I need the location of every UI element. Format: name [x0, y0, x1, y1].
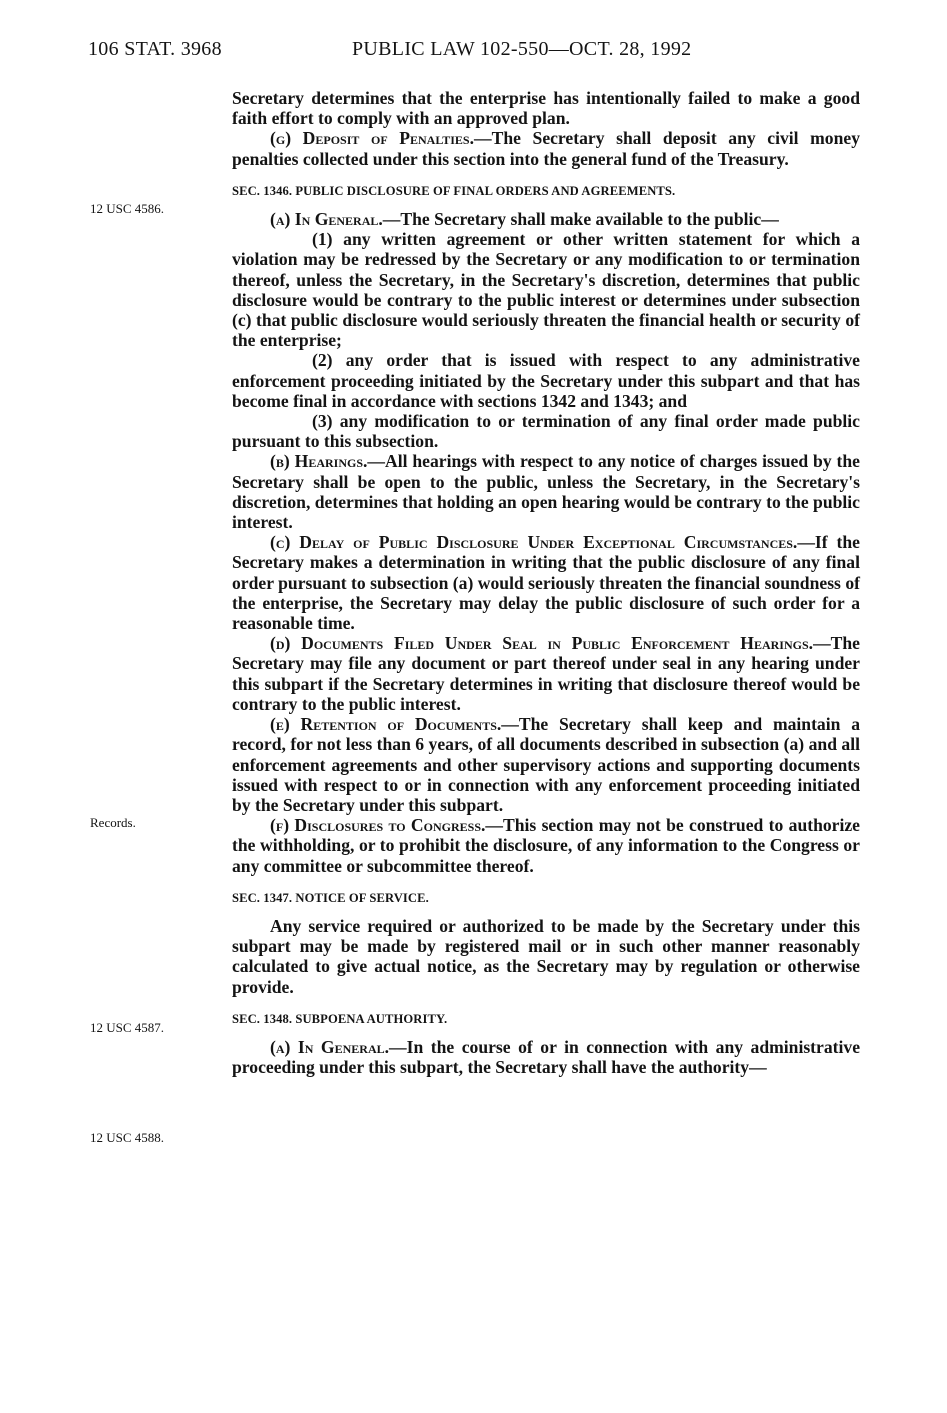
subsection-c	[232, 532, 860, 633]
subsection-b	[232, 451, 860, 532]
subsection-e-heading: (e) Retention of Documents.	[270, 714, 502, 735]
public-law-title: PUBLIC LAW 102-550—OCT. 28, 1992	[352, 38, 692, 60]
subsection-b-text: —All hearings with respect to any notice of charges issued by the Secretary shall be open to the public, unless the Secretary, in the Secretary's discretion, determines that holding an open hearing would be contrary to the public interest.	[232, 451, 860, 533]
subsection-d-text: —The Secretary may file any document or part thereof under seal in any hearing under this subpart if the Secretary determines in writing that disclosure thereof would be contrary to the public interest.	[232, 633, 860, 714]
margin-note-usc-4586: 12 USC 4586.	[90, 201, 165, 216]
subsection-f-text: —This section may not be construed to authorize the withholding, or to prohibit the disclosure, of any information to the Congress or any committee or subcommittee thereof.	[232, 815, 860, 876]
margin-note-usc-4588: 12 USC 4588.	[90, 1130, 165, 1145]
section-1348-a-heading: (a) In General.	[270, 1036, 390, 1057]
section-1348-a-text: —In the course of or in connection with any administrative proceeding under this subpart, the Secretary shall have the authority—	[232, 1036, 861, 1078]
paragraph-a2: (2) any order that is issued with respect to any administrative enforcement proceeding initiated by the Secretary under this subpart and that has become final in accordance with sections 1342 and 1343; and	[232, 350, 860, 411]
section-1348-title: SEC. 1348. SUBPOENA AUTHORITY.	[232, 1011, 448, 1026]
subsection-f-heading: (f) Disclosures to Congress.	[270, 815, 486, 836]
margin-note-records: Records.	[90, 815, 136, 830]
subsection-e	[232, 714, 860, 815]
subsection-b-heading: (b) Hearings.	[270, 451, 368, 472]
subsection-g	[232, 128, 860, 168]
margin-note-usc-4587: 12 USC 4587.	[90, 1020, 165, 1035]
section-1346-title: SEC. 1346. PUBLIC DISCLOSURE OF FINAL ORDERS AND AGREEMENTS.	[232, 183, 676, 198]
subsection-f	[232, 815, 860, 876]
section-1347-title: SEC. 1347. NOTICE OF SERVICE.	[232, 890, 429, 905]
continued-paragraph: Secretary determines that the enterprise has intentionally failed to make a good faith effort to comply with an approved plan.	[232, 88, 860, 129]
section-1348-a	[232, 1037, 860, 1077]
subsection-g-heading: (g) Deposit of Penalties.	[270, 128, 474, 149]
subsection-g-text: —The Secretary shall deposit any civil money penalties collected under this section into the general fund of the Treasury.	[232, 128, 860, 169]
subsection-c-text: —If the Secretary makes a determination in writing that the public disclosure of any final order pursuant to subsection (a) would seriously threaten the financial soundness of the enterprise, the Secretary may delay the public disclosure of such order for a reasonable time.	[232, 532, 860, 634]
paragraph-a3: (3) any modification to or termination of any final order made public pursuant to this subsection.	[232, 411, 860, 452]
section-1346-a	[232, 209, 860, 229]
subsection-c-heading: (c) Delay of Public Disclosure Under Exceptional Circumstances.	[270, 532, 798, 553]
section-1346-a-heading: (a) In General.	[270, 209, 383, 230]
subsection-d	[232, 633, 860, 714]
section-1346-a-text: —The Secretary shall make available to the public—	[382, 209, 779, 230]
subsection-e-text: —The Secretary shall keep and maintain a record, for not less than 6 years, of all documents described in subsection (a) and all enforcement agreements and other supervisory actions and supporting documents issued with respect to or in connection with any enforcement proceeding initiated by the Secretary under this subpart.	[232, 714, 860, 815]
paragraph-a1: (1) any written agreement or other written statement for which a violation may be redressed by the Secretary or any modification to or termination thereof, unless the Secretary, in the Secretary's discretion, determines that public disclosure would be contrary to the public interest or determines under subsection (c) that public disclosure would seriously threaten the financial health or security of the enterprise;	[232, 229, 860, 351]
subsection-d-heading: (d) Documents Filed Under Seal in Public Enforcement Hearings.	[270, 633, 814, 654]
section-1347-text: Any service required or authorized to be made by the Secretary under this subpart may be made by registered mail or in such other manner reasonably calculated to give actual notice, as the Secretary may by regulation or otherwise provide.	[232, 915, 860, 997]
statute-body	[232, 88, 860, 1077]
stat-page-number: 106 STAT. 3968	[88, 38, 222, 60]
